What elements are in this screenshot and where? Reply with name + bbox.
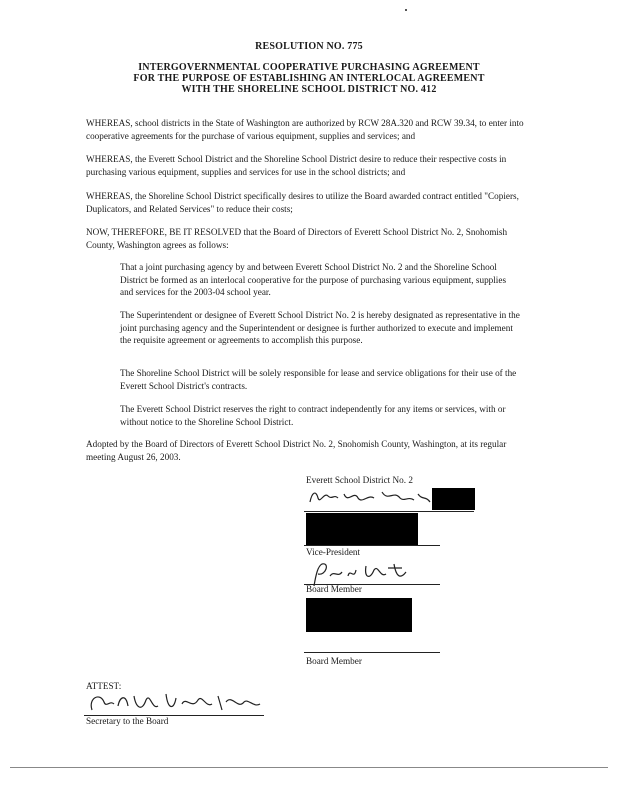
title-line-1: INTERGOVERNMENTAL COOPERATIVE PURCHASING AGREEMENT xyxy=(138,62,480,73)
resolution-item-1: That a joint purchasing agency by and between Everett School District No. 2 and the Shoreline School District be formed as an interlocal cooperative for the purpose of purchasing various equipment, supplies and services for the 2003-04 school year. xyxy=(120,262,507,297)
signature-president xyxy=(304,484,434,510)
secretary-label: Secretary to the Board xyxy=(86,716,169,726)
bottom-border-line xyxy=(10,767,608,768)
redaction-block xyxy=(432,488,475,510)
whereas-paragraph-3: WHEREAS, the Shoreline School District specifically desires to utilize the Board awarded contract entitled "Copiers, Duplicators, and Related Services" to reduce their costs; xyxy=(86,191,519,214)
board-member-label-1: Board Member xyxy=(306,584,362,594)
vice-president-label: Vice-President xyxy=(306,547,361,557)
resolution-item-3: The Shoreline School District will be solely responsible for lease and service obligations for their use of the Everett School District's contracts. xyxy=(120,368,517,391)
resolution-item-2: The Superintendent or designee of Everett School District No. 2 is hereby designated as representative in the joint purchasing agency and the Superintendent or designee is further authorized to execute and implement the requisite agreement or agreements to accomplish this purpose. xyxy=(120,310,520,345)
whereas-paragraph-2: WHEREAS, the Everett School District and the Shoreline School District desire to reduce their respective costs in purchasing various equipment, supplies and services for use in the school districts; and xyxy=(86,154,507,177)
title-line-2: FOR THE PURPOSE OF ESTABLISHING AN INTERLOCAL AGREEMENT xyxy=(133,73,485,84)
adopted-paragraph: Adopted by the Board of Directors of Everett School District No. 2, Snohomish County, Washington, at its regular meeting August 26, 2003. xyxy=(86,439,507,462)
signature-line xyxy=(304,511,474,512)
page-mark xyxy=(405,9,407,11)
now-therefore-paragraph: NOW, THEREFORE, BE IT RESOLVED that the Board of Directors of Everett School District No. 2, Snohomish County, Washington agrees as follows: xyxy=(86,227,508,250)
signature-line xyxy=(304,652,440,653)
title-line-3: WITH THE SHORELINE SCHOOL DISTRICT NO. 412 xyxy=(181,84,437,95)
whereas-paragraph-1: WHEREAS, school districts in the State of Washington are authorized by RCW 28A.320 and RCW 39.34, to enter into cooperative agreements for the purchase of various equipment, supplies and services; and xyxy=(86,118,524,141)
redaction-block xyxy=(306,598,412,632)
resolution-item-4: The Everett School District reserves the right to contract independently for any items or services, with or without notice to the Shoreline School District. xyxy=(120,404,506,427)
attest-label: ATTEST: xyxy=(86,681,122,691)
signature-secretary xyxy=(82,688,272,718)
district-name: Everett School District No. 2 xyxy=(306,475,413,485)
resolution-number: RESOLUTION NO. 775 xyxy=(255,41,363,52)
signature-line xyxy=(304,545,440,546)
redaction-block xyxy=(306,513,418,546)
board-member-label-2: Board Member xyxy=(306,656,362,666)
